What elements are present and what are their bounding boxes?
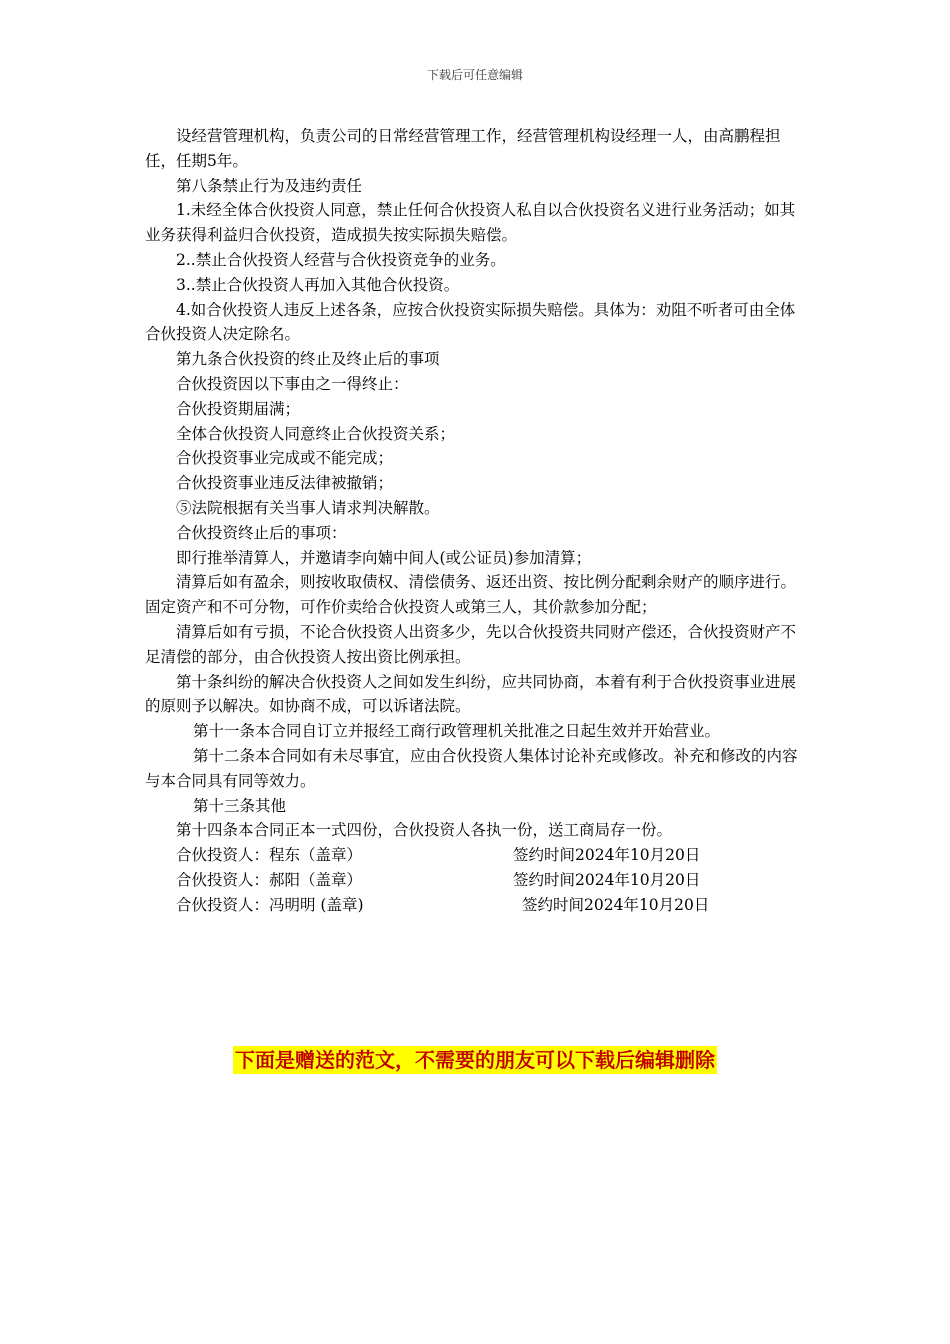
signature-party: 合伙投资人：程东（盖章） [176,846,363,865]
paragraph: 设经营管理机构，负责公司的日常经营管理工作，经营管理机构设经理一人，由高鹏程担任，任期5年。 [145,127,781,170]
signature-party: 合伙投资人：郝阳（盖章） [176,870,363,889]
paragraph: 3..禁止合伙投资人再加入其他合伙投资。 [176,275,460,294]
signature-date: 签约时间2024年10月20日 [513,846,701,865]
list-item: 全体合伙投资人同意终止合伙投资关系； [176,424,456,443]
signature-line [145,893,810,918]
bonus-note-text: 下面是赠送的范文，不需要的朋友可以下载后编辑删除 [235,1048,715,1072]
paragraph: 2..禁止合伙投资人经营与合伙投资竞争的业务。 [176,250,506,269]
paragraph: 合伙投资因以下事由之一得终止： [176,374,409,393]
paragraph: 4.如合伙投资人违反上述各条，应按合伙投资实际损失赔偿。具体为：劝阻不听者可由全体合伙投资人决定除名。 [145,300,796,344]
closing-paragraph: 第十四条本合同正本一式四份，合伙投资人各执一份，送工商局存一份。 [176,821,673,840]
list-item: 清算后如有亏损，不论合伙投资人出资多少，先以合伙投资共同财产偿还，合伙投资财产不足清偿的部分，由合伙投资人按出资比例承担。 [145,622,797,666]
list-item: 合伙投资期届满； [176,399,301,418]
signature-line [145,843,810,868]
article-heading: 第十三条其他 [193,796,287,815]
signature-date: 签约时间2024年10月20日 [513,870,701,889]
signature-line [145,868,810,893]
article-paragraph: 第十一条本合同自订立并报经工商行政管理机关批准之日起生效并开始营业。 [193,722,721,741]
article-paragraph: 第十二条本合同如有未尽事宜，应由合伙投资人集体讨论补充或修改。补充和修改的内容与本合同具有同等效力。 [145,746,798,790]
list-item: 即行推举清算人，并邀请李向婻中间人(或公证员)参加清算； [176,548,592,567]
document-body [145,124,810,918]
article-heading: 第九条合伙投资的终止及终止后的事项 [176,350,440,369]
list-item: 合伙投资事业完成或不能完成； [176,449,394,468]
article-paragraph: 第十条纠纷的解决合伙投资人之间如发生纠纷，应共同协商，本着有利于合伙投资事业进展的原则予以解决。如协商不成，可以诉诸法院。 [145,672,797,716]
bonus-note [0,1044,950,1073]
paragraph: 1.未经全体合伙投资人同意，禁止任何合伙投资人私自以合伙投资名义进行业务活动；如其业务获得利益归合伙投资，造成损失按实际损失赔偿。 [145,201,796,245]
list-item: 合伙投资事业违反法律被撤销； [176,474,394,493]
signature-party: 合伙投资人：冯明明 (盖章) [176,895,364,914]
list-item: ⑤法院根据有关当事人请求判决解散。 [176,498,440,517]
signature-date: 签约时间2024年10月20日 [522,895,710,914]
paragraph: 合伙投资终止后的事项： [176,523,347,542]
article-heading: 第八条禁止行为及违约责任 [176,176,363,195]
page-header: 下载后可任意编辑 [426,68,523,82]
list-item: 清算后如有盈余，则按收取债权、清偿债务、返还出资、按比例分配剩余财产的顺序进行。固定资产和不可分物，可作价卖给合伙投资人或第三人，其价款参加分配； [145,573,797,617]
